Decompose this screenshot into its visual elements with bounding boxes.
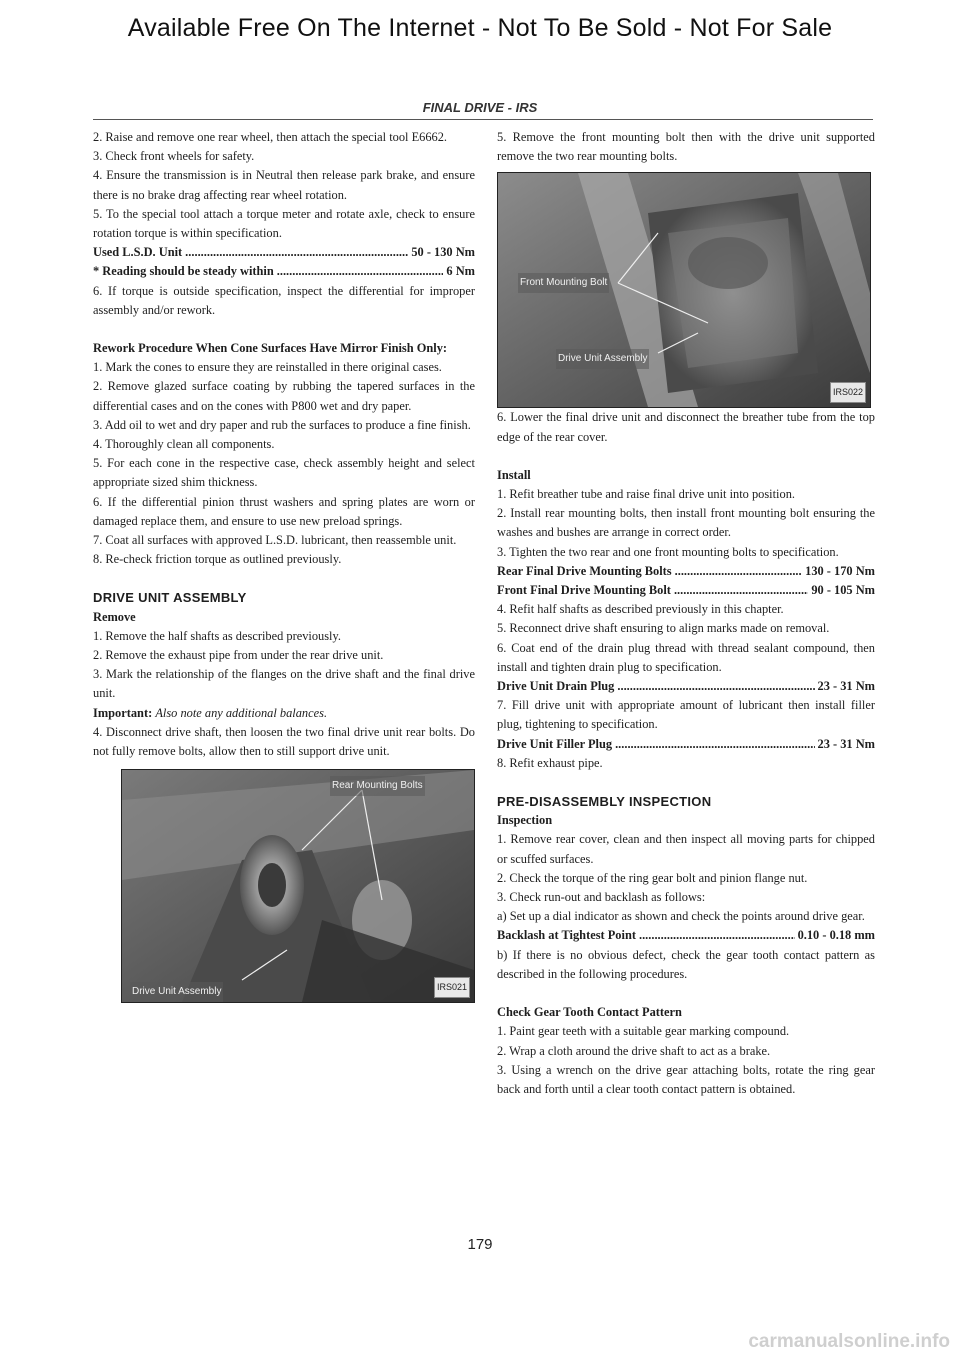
spec-leader — [675, 562, 803, 581]
spec-leader — [185, 243, 408, 262]
important-note — [93, 704, 475, 723]
paragraph: 2. Install rear mounting bolts, then install front mounting bolt ensuring the washes and bushes are arrange in correct order. — [497, 506, 875, 540]
paragraph: 4. Disconnect drive shaft, then loosen the two final drive unit rear bolts. Do not fully remove bolts, allow then to still support drive unit. — [93, 724, 475, 759]
rework-heading: Rework Procedure When Cone Surfaces Have Mirror Finish Only: — [93, 341, 448, 356]
spec-line — [93, 243, 475, 262]
paragraph: 3. Mark the relationship of the flanges on the drive shaft and the final drive unit. — [93, 667, 475, 701]
watermark-text: carmanualsonline.info — [748, 1331, 950, 1352]
page-number: 179 — [467, 1236, 493, 1253]
paragraph: 8. Re-check friction torque as outlined previously. — [93, 552, 342, 567]
spec-label: Rear Final Drive Mounting Bolts — [497, 563, 672, 578]
paragraph: 4. Thoroughly clean all components. — [93, 437, 275, 452]
photo-label: Drive Unit Assembly — [556, 349, 649, 368]
install-heading: Install — [497, 467, 531, 482]
spec-leader — [277, 262, 444, 281]
spec-line — [497, 562, 875, 581]
spec-value: 23 - 31 Nm — [817, 679, 875, 694]
spec-value: 23 - 31 Nm — [817, 736, 875, 751]
paragraph: 5. To the special tool attach a torque meter and rotate axle, check to ensure rotation torque is within specification. — [93, 206, 475, 241]
paragraph: 2. Wrap a cloth around the drive shaft to act as a brake. — [497, 1043, 771, 1058]
figure-code: IRS021 — [434, 977, 470, 998]
right-column — [497, 128, 875, 1099]
paragraph: 6. Coat end of the drain plug thread with thread sealant compound, then install and tighten drain plug to specification. — [497, 640, 875, 674]
spec-value: 130 - 170 Nm — [805, 563, 875, 578]
header-rule — [93, 119, 873, 120]
subsection-heading: Remove — [93, 609, 136, 624]
important-text: Also note any additional balances. — [155, 705, 328, 720]
spec-line — [497, 581, 875, 600]
paragraph: 1. Paint gear teeth with a suitable gear marking compound. — [497, 1024, 790, 1039]
paragraph: 4. Refit half shafts as described previously in this chapter. — [497, 602, 784, 617]
spec-value: 90 - 105 Nm — [811, 583, 875, 598]
paragraph: 6. If the differential pinion thrust washers and spring plates are worn or damaged replace them, and ensure to use new preload springs. — [93, 494, 475, 528]
paragraph: 3. Using a wrench on the drive gear attaching bolts, rotate the ring gear back and forth until a clear tooth contact pattern is obtained. — [497, 1062, 875, 1096]
gear-heading: Check Gear Tooth Contact Pattern — [497, 1005, 682, 1020]
section-heading: PRE-DISASSEMBLY INSPECTION — [497, 794, 712, 810]
spec-line — [93, 262, 475, 281]
paragraph: 5. For each cone in the respective case, check assembly height and select appropriate sized shim thickness. — [93, 456, 475, 490]
spec-line — [497, 926, 875, 945]
paragraph: 2. Raise and remove one rear wheel, then attach the special tool E6662. — [93, 130, 448, 144]
spec-label: Drive Unit Drain Plug — [497, 679, 615, 694]
spec-label: Front Final Drive Mounting Bolt — [497, 583, 671, 598]
important-label: Important: — [93, 705, 153, 720]
spec-value: 6 Nm — [446, 264, 475, 279]
paragraph: 1. Refit breather tube and raise final drive unit into position. — [497, 487, 795, 502]
spec-value: 0.10 - 0.18 mm — [797, 928, 875, 943]
spec-line — [497, 735, 875, 754]
paragraph: 3. Tighten the two rear and one front mounting bolts to specification. — [497, 544, 839, 559]
photo-rear-mounting-bolts — [121, 769, 475, 1003]
paragraph: 6. If torque is outside specification, inspect the differential for improper assembly and/or rework. — [93, 283, 475, 317]
spec-label: Backlash at Tightest Point — [497, 928, 636, 943]
spec-value: 50 - 130 Nm — [411, 245, 475, 260]
photo-front-mounting-bolt — [497, 172, 871, 408]
paragraph: 2. Remove glazed surface coating by rubbing the tapered surfaces in the differential cases and on the cones with P800 wet and dry paper. — [93, 379, 475, 413]
paragraph: 3. Add oil to wet and dry paper and rub the surfaces to produce a fine finish. — [93, 417, 471, 432]
subsection-heading: Inspection — [497, 813, 553, 828]
paragraph: 7. Coat all surfaces with approved L.S.D. lubricant, then reassemble unit. — [93, 533, 457, 548]
left-column — [93, 128, 475, 1003]
photo-illustration — [122, 770, 474, 1002]
spec-label: * Reading should be steady within — [93, 264, 274, 279]
spec-leader — [674, 581, 808, 600]
paragraph: 6. Lower the final drive unit and disconnect the breather tube from the top edge of the rear cover. — [497, 410, 875, 444]
spec-label: Drive Unit Filler Plug — [497, 736, 613, 751]
figure-code: IRS022 — [830, 382, 866, 403]
running-header: FINAL DRIVE - IRS — [422, 100, 538, 115]
photo-label: Front Mounting Bolt — [518, 273, 609, 292]
paragraph: b) If there is no obvious defect, check the gear tooth contact pattern as described in the following procedures. — [497, 947, 875, 981]
paragraph: 8. Refit exhaust pipe. — [497, 755, 603, 770]
banner-notice: Available Free On The Internet - Not To Be Sold - Not For Sale — [127, 14, 833, 42]
paragraph: 3. Check run-out and backlash as follows: — [497, 890, 706, 905]
photo-label: Drive Unit Assembly — [130, 982, 223, 1001]
paragraph: 2. Check the torque of the ring gear bolt and pinion flange nut. — [497, 870, 808, 885]
spec-leader — [639, 926, 795, 945]
paragraph: a) Set up a dial indicator as shown and check the points around drive gear. — [497, 909, 865, 924]
spec-label: Used L.S.D. Unit — [93, 245, 183, 260]
paragraph: 5. Reconnect drive shaft ensuring to align marks made on removal. — [497, 621, 830, 636]
paragraph: 5. Remove the front mounting bolt then with the drive unit supported remove the two rear mounting bolts. — [497, 130, 875, 164]
paragraph: 7. Fill drive unit with appropriate amount of lubricant then install filler plug, tightening to specification. — [497, 698, 875, 732]
paragraph: 1. Remove the half shafts as described previously. — [93, 628, 341, 643]
paragraph: 1. Mark the cones to ensure they are reinstalled in there original cases. — [93, 360, 442, 375]
section-heading: DRIVE UNIT ASSEMBLY — [93, 590, 247, 606]
paragraph: 1. Remove rear cover, clean and then inspect all moving parts for chipped or scuffed surfaces. — [497, 832, 875, 866]
photo-label: Rear Mounting Bolts — [330, 776, 425, 795]
spec-leader — [615, 735, 814, 754]
spec-leader — [617, 677, 814, 696]
paragraph: 2. Remove the exhaust pipe from under the rear drive unit. — [93, 648, 384, 663]
spec-line — [497, 677, 875, 696]
paragraph: 4. Ensure the transmission is in Neutral then release park brake, and ensure there is no brake drag affecting rear wheel rotation. — [93, 168, 475, 202]
paragraph: 3. Check front wheels for safety. — [93, 149, 255, 164]
